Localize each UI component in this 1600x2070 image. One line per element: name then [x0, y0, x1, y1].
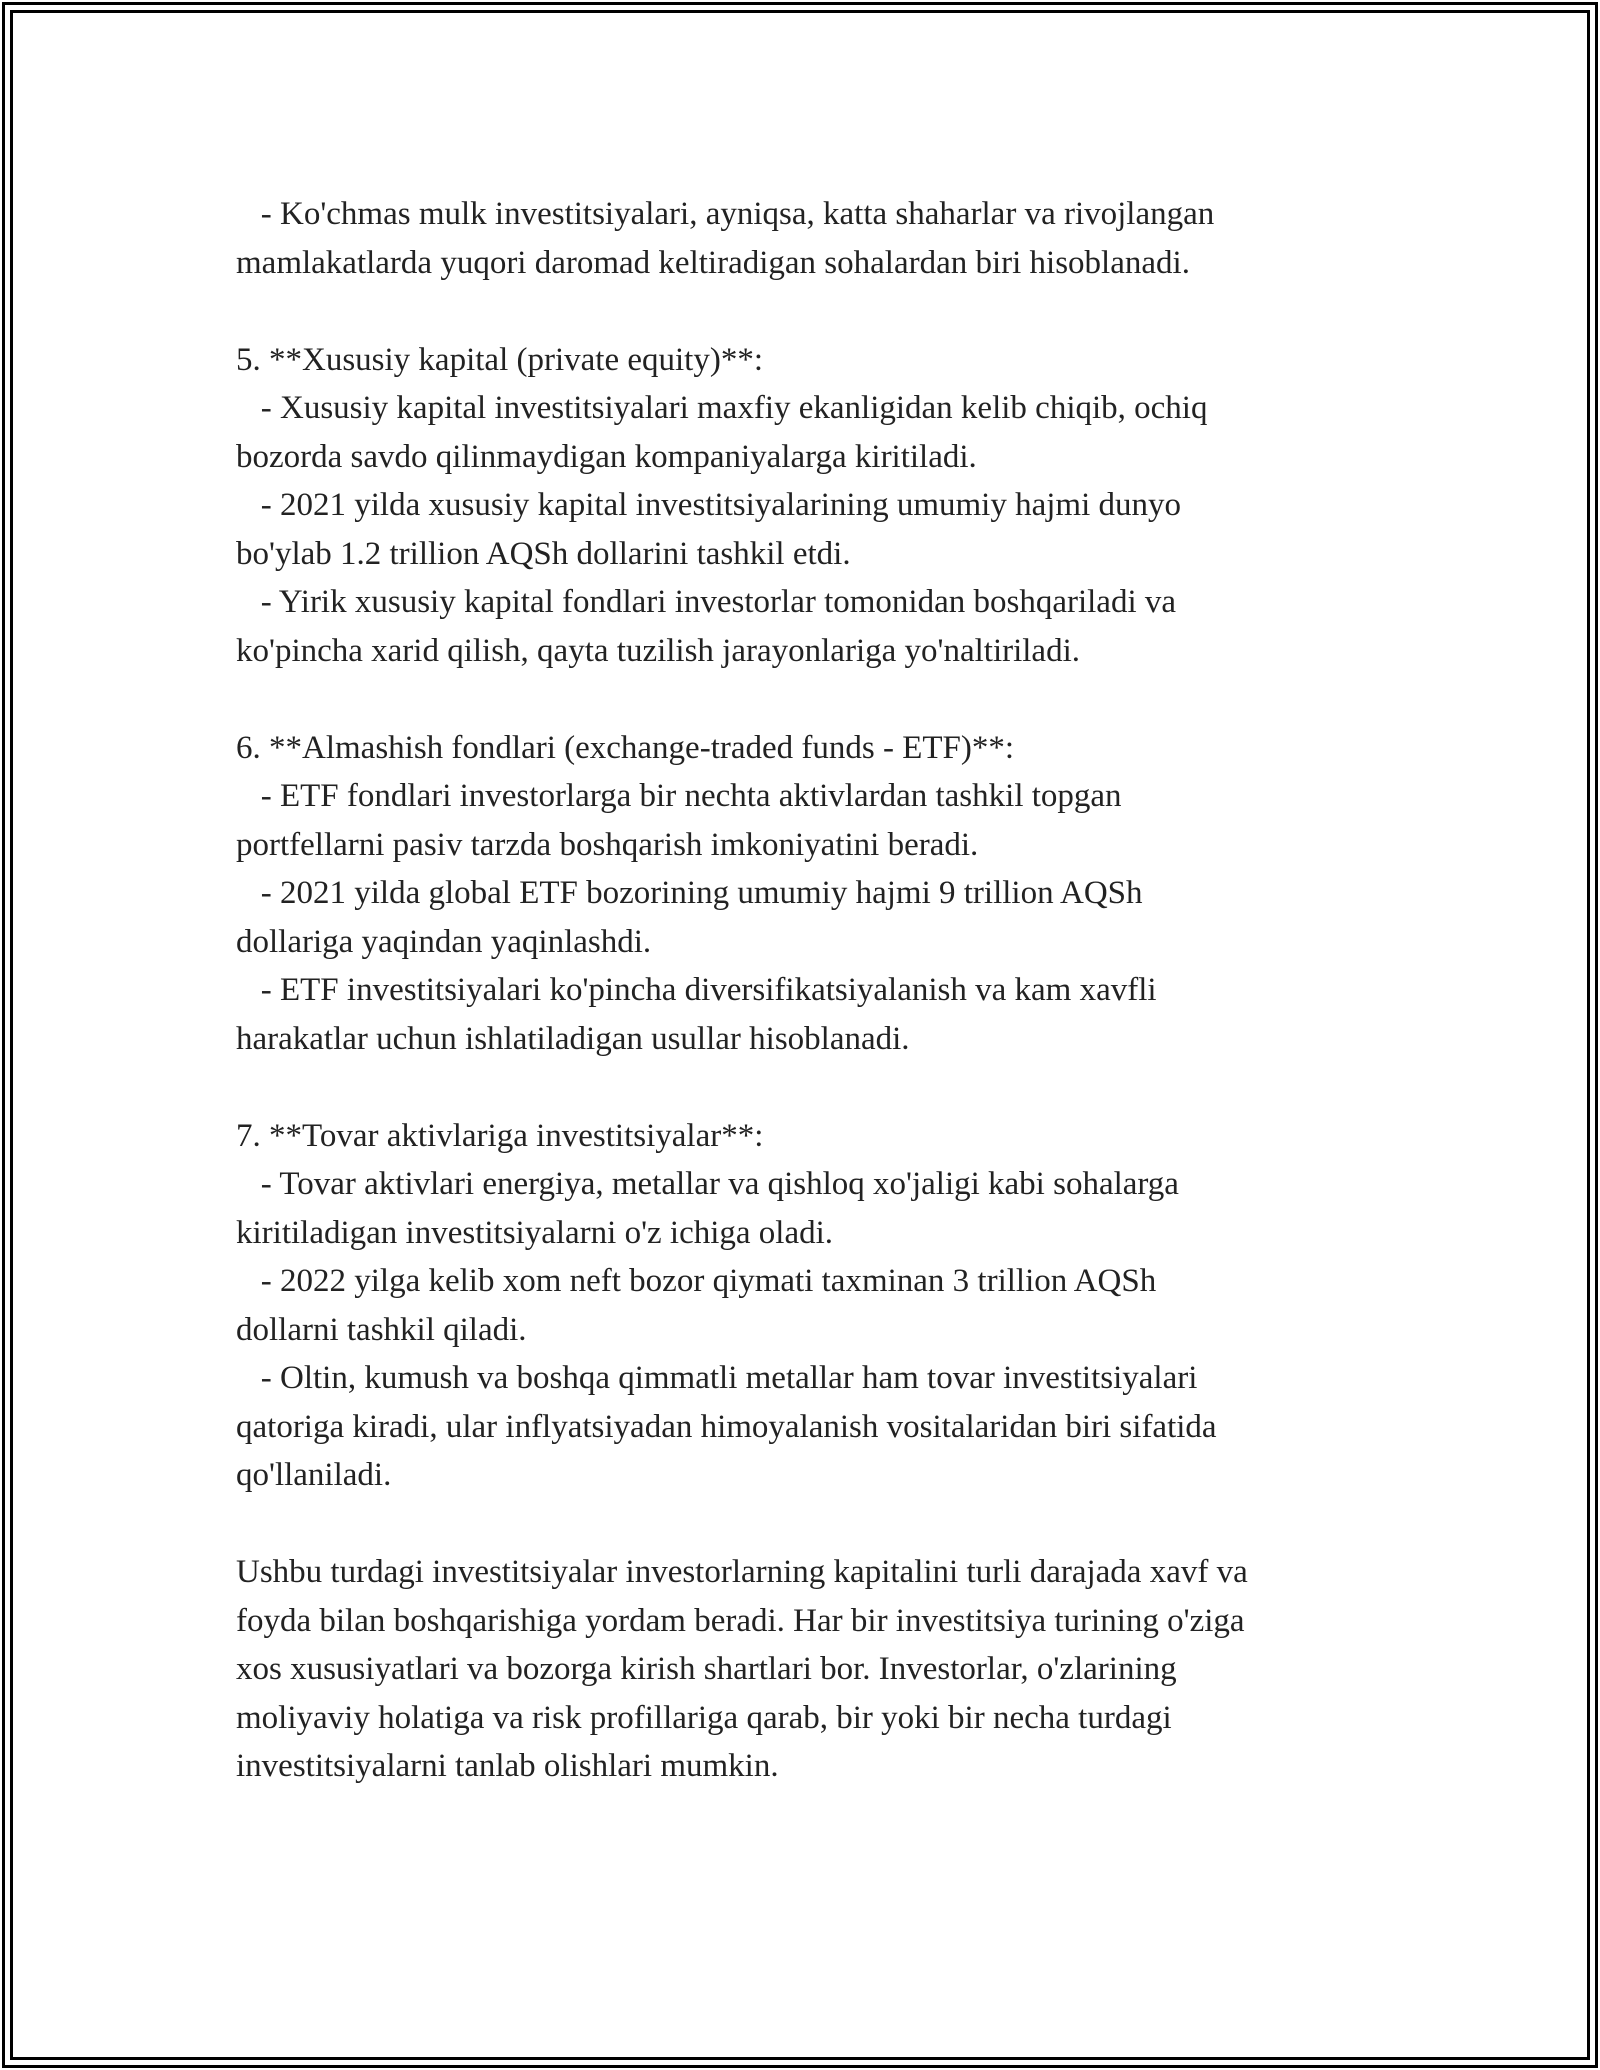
text-line: - Tovar aktivlari energiya, metallar va qishloq xo'jaligi kabi sohalarga [236, 1166, 1179, 1202]
text-line: xos xususiyatlari va bozorga kirish shartlari bor. Investorlar, o'zlarining [236, 1651, 1177, 1687]
text-line: Ushbu turdagi investitsiyalar investorlarning kapitalini turli darajada xavf va [236, 1554, 1248, 1590]
text-line: bozorda savdo qilinmaydigan kompaniyalarga kiritiladi. [236, 438, 977, 475]
paragraph-gap [236, 675, 1376, 724]
document-body [236, 190, 1376, 1791]
text-line: qatoriga kiradi, ular inflyatsiyadan himoyalanish vositalaridan biri sifatida [236, 1408, 1217, 1445]
section-private-equity [236, 336, 1376, 676]
paragraph-gap [236, 1063, 1376, 1112]
text-line: - Oltin, kumush va boshqa qimmatli metallar ham tovar investitsiyalari [236, 1360, 1198, 1396]
text-line: harakatlar uchun ishlatiladigan usullar hisoblanadi. [236, 1020, 910, 1057]
text-line: - 2021 yilda global ETF bozorining umumiy hajmi 9 trillion AQSh [236, 875, 1143, 911]
text-line: - 2021 yilda xususiy kapital investitsiyalarining umumiy hajmi dunyo [236, 487, 1181, 523]
text-line: kiritiladigan investitsiyalarni o'z ichiga oladi. [236, 1214, 834, 1251]
paragraph-gap [236, 287, 1376, 336]
section-heading: 6. **Almashish fondlari (exchange-traded funds - ETF)**: [236, 729, 1015, 766]
text-line: dollarni tashkil qiladi. [236, 1311, 527, 1348]
text-line: - ETF investitsiyalari ko'pincha diversifikatsiyalanish va kam xavfli [236, 972, 1157, 1008]
text-line: moliyaviy holatiga va risk profillariga qarab, bir yoki bir necha turdagi [236, 1699, 1172, 1736]
text-line: foyda bilan boshqarishiga yordam beradi. Har bir investitsiya turining o'ziga [236, 1602, 1245, 1639]
conclusion-paragraph [236, 1548, 1376, 1791]
text-line: qo'llaniladi. [236, 1457, 392, 1493]
text-line: - Yirik xususiy kapital fondlari investorlar tomonidan boshqariladi va [236, 584, 1177, 620]
section-heading: 7. **Tovar aktivlariga investitsiyalar**: [236, 1117, 764, 1154]
text-line: - ETF fondlari investorlarga bir nechta aktivlardan tashkil topgan [236, 778, 1122, 814]
text-line: - 2022 yilga kelib xom neft bozor qiymati taxminan 3 trillion AQSh [236, 1263, 1157, 1299]
text-line: - Ko'chmas mulk investitsiyalari, ayniqsa, katta shaharlar va rivojlangan [236, 196, 1215, 232]
section-heading: 5. **Xususiy kapital (private equity)**: [236, 341, 763, 378]
section-commodities [236, 1112, 1376, 1500]
text-line: - Xususiy kapital investitsiyalari maxfiy ekanligidan kelib chiqib, ochiq [236, 390, 1208, 426]
section-etf [236, 724, 1376, 1064]
text-line: investitsiyalarni tanlab olishlari mumkin. [236, 1748, 779, 1784]
text-line: bo'ylab 1.2 trillion AQSh dollarini tashkil etdi. [236, 535, 851, 572]
text-line: mamlakatlarda yuqori daromad keltiradigan sohalardan biri hisoblanadi. [236, 244, 1190, 281]
text-line: portfellarni pasiv tarzda boshqarish imkoniyatini beradi. [236, 826, 979, 863]
paragraph-gap [236, 1500, 1376, 1549]
text-line: ko'pincha xarid qilish, qayta tuzilish jarayonlariga yo'naltiriladi. [236, 632, 1080, 669]
intro-bullet [236, 190, 1376, 287]
text-line: dollariga yaqindan yaqinlashdi. [236, 923, 652, 960]
